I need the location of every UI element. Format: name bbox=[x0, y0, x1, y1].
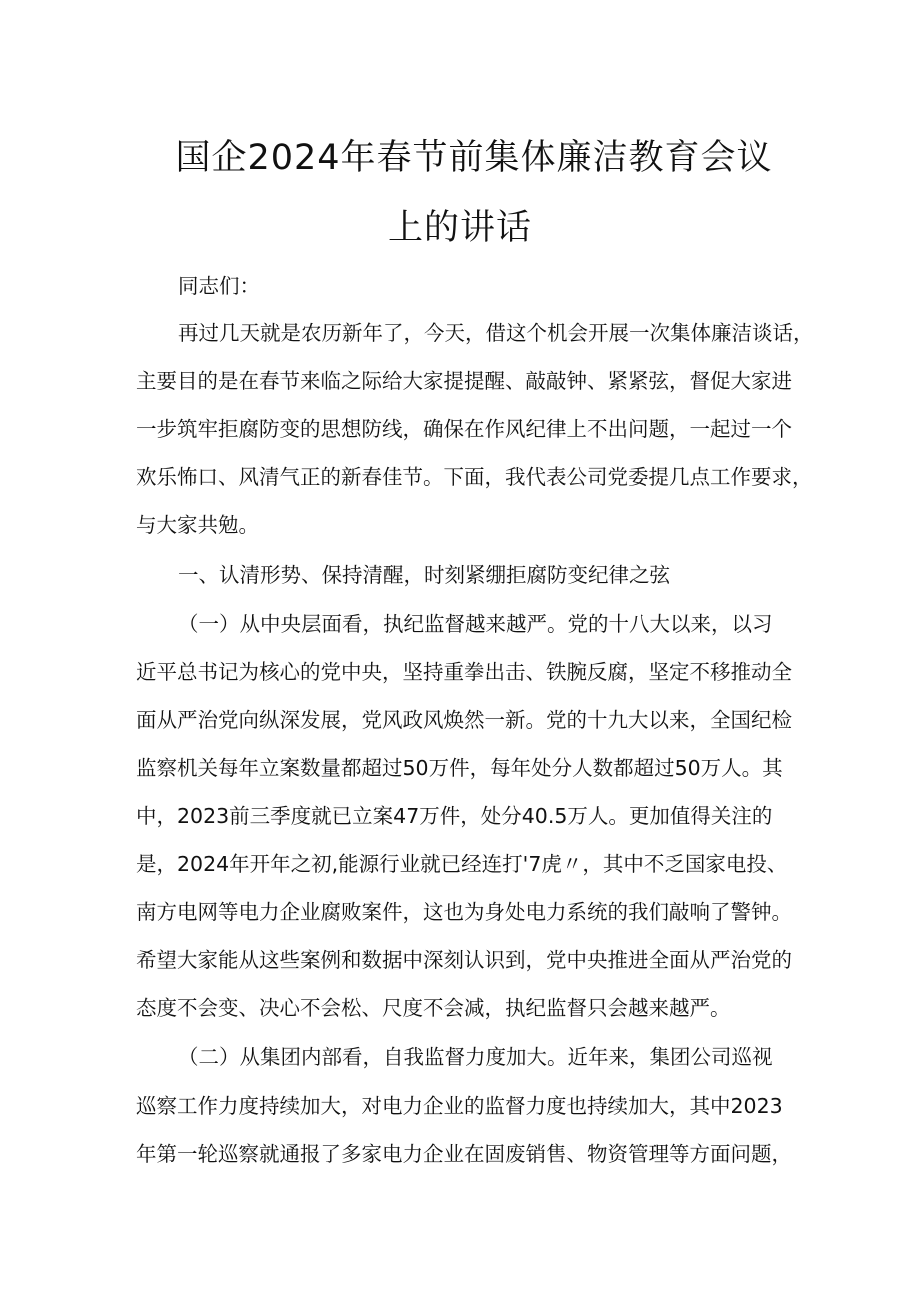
intro-line-2: 主要目的是在春节来临之际给大家提提醒、敲敲钟、紧紧弦，督促大家进 bbox=[136, 369, 792, 393]
paragraph-two-line-1: （二）从集团内部看，自我监督力度加大。近年来，集团公司巡视 bbox=[178, 1045, 773, 1069]
intro-line-1: 再过几天就是农历新年了，今天，借这个机会开展一次集体廉洁谈话， bbox=[178, 321, 814, 345]
intro-line-3: 一步筑牢拒腐防变的思想防线，确保在作风纪律上不出问题，一起过一个 bbox=[136, 417, 792, 441]
paragraph-one-line-6: 是，2024年开年之初,能源行业就已经连打'7虎〃，其中不乏国家电投、 bbox=[136, 852, 788, 876]
document-title-line-1: 国企2024年春节前集体廉洁教育会议 bbox=[175, 138, 773, 178]
document-title-line-2: 上的讲话 bbox=[387, 208, 532, 248]
paragraph-one-line-3: 面从严治党向纵深发展，党风政风焕然一新。党的十九大以来，全国纪检 bbox=[136, 708, 792, 732]
section-one-heading: 一、认清形势、保持清醒，时刻紧绷拒腐防变纪律之弦 bbox=[178, 563, 670, 587]
paragraph-two-line-2: 巡察工作力度持续加大，对电力企业的监督力度也持续加大，其中2023 bbox=[136, 1094, 783, 1118]
paragraph-one-line-7: 南方电网等电力企业腐败案件，这也为身处电力系统的我们敲响了警钟。 bbox=[136, 900, 792, 924]
intro-line-4: 欢乐怖口、风清气正的新春佳节。下面，我代表公司党委提几点工作要求， bbox=[136, 465, 813, 489]
paragraph-one-line-4: 监察机关每年立案数量都超过50万件，每年处分人数都超过50万人。其 bbox=[136, 756, 783, 780]
paragraph-one-line-2: 近平总书记为核心的党中央，坚持重拳出击、铁腕反腐，坚定不移推动全 bbox=[136, 660, 792, 684]
intro-line-5: 与大家共勉。 bbox=[136, 513, 259, 537]
paragraph-one-line-1: （一）从中央层面看，执纪监督越来越严。党的十八大以来，以习 bbox=[178, 612, 773, 636]
paragraph-one-line-8: 希望大家能从这些案例和数据中深刻认识到，党中央推进全面从严治党的 bbox=[136, 948, 792, 972]
paragraph-one-line-5: 中，2023前三季度就已立案47万件，处分40.5万人。更加值得关注的 bbox=[136, 804, 773, 828]
paragraph-one-line-9: 态度不会变、决心不会松、尺度不会减，执纪监督只会越来越严。 bbox=[136, 996, 731, 1020]
greeting: 同志们： bbox=[178, 274, 260, 298]
paragraph-two-line-3: 年第一轮巡察就通报了多家电力企业在固废销售、物资管理等方面问题， bbox=[136, 1142, 792, 1166]
